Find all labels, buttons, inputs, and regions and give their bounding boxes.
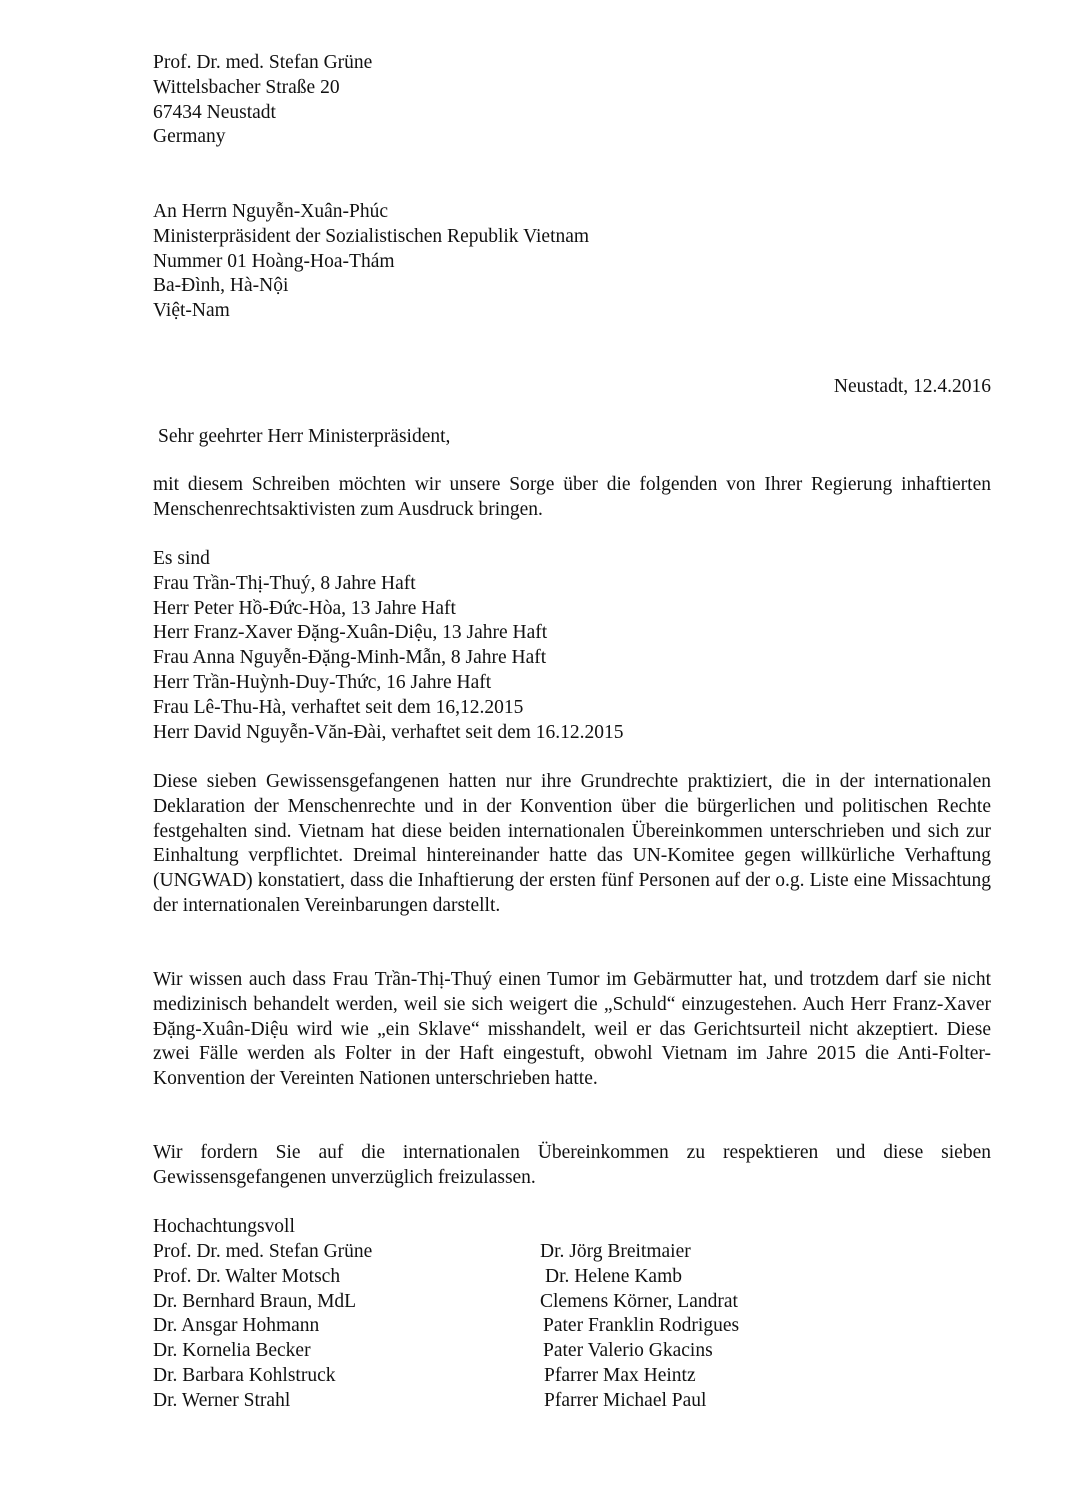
signatories-right xyxy=(540,1240,739,1414)
intro-paragraph: mit diesem Schreiben möchten wir unsere Sorge über die folgenden von Ihrer Regierung inhaftierten Menschenrechtsaktivisten zum Ausdruck bringen. xyxy=(153,474,991,520)
recipient-country: Việt-Nam xyxy=(153,300,230,322)
list-item: Herr Trần-Huỳnh-Duy-Thức, 16 Jahre Haft xyxy=(153,671,492,693)
signatory: Clemens Körner, Landrat xyxy=(540,1290,738,1312)
list-item: Herr Peter Hồ-Đức-Hòa, 13 Jahre Haft xyxy=(153,597,456,619)
signatory: Dr. Barbara Kohlstruck xyxy=(153,1364,336,1386)
list-item: Frau Lê-Thu-Hà, verhaftet seit dem 16,12.2015 xyxy=(153,696,524,718)
list-item: Frau Trần-Thị-Thuý, 8 Jahre Haft xyxy=(153,572,416,594)
signatory: Dr. Bernhard Braun, MdL xyxy=(153,1290,357,1312)
signatories-left xyxy=(153,1240,372,1414)
recipient-title: Ministerpräsident der Sozialistischen Republik Vietnam xyxy=(153,225,590,247)
prisoner-list xyxy=(153,547,991,745)
signatory: Pfarrer Max Heintz xyxy=(544,1364,696,1386)
signatory: Dr. Helene Kamb xyxy=(545,1265,682,1287)
signatory: Dr. Werner Strahl xyxy=(153,1389,291,1411)
signatory: Pfarrer Michael Paul xyxy=(544,1389,707,1411)
list-item: Herr Franz-Xaver Đặng-Xuân-Diệu, 13 Jahre Haft xyxy=(153,622,548,644)
sender-address xyxy=(153,51,991,150)
recipient-name: An Herrn Nguyễn-Xuân-Phúc xyxy=(153,201,389,222)
signatory: Dr. Kornelia Becker xyxy=(153,1340,311,1362)
letter-date: Neustadt, 12.4.2016 xyxy=(833,376,991,397)
recipient-address xyxy=(153,200,991,324)
salutation: Sehr geehrter Herr Ministerpräsident, xyxy=(158,426,451,447)
list-item: Herr David Nguyễn-Văn-Đài, verhaftet seit dem 16.12.2015 xyxy=(153,721,624,743)
signatory: Prof. Dr. med. Stefan Grüne xyxy=(153,1241,373,1262)
list-heading: Es sind xyxy=(153,548,210,569)
sender-city: 67434 Neustadt xyxy=(153,101,276,123)
recipient-street: Nummer 01 Hoàng-Hoa-Thám xyxy=(153,250,395,272)
body-paragraph-1: Diese sieben Gewissensgefangenen hatten nur ihre Grundrechte praktiziert, die in der internationalen Deklaration der Menschenrechte und in der Konvention über die bürgerlichen und politischen Rechte festgehalten sind. Vietnam hat diese beiden internationalen Übereinkommen unterschrieben und sich zur Einhaltung verpflichtet. Dreimal hintereinander hatte das UN-Komitee gegen willkürliche Verhaftung (UNGWAD) konstatiert, dass die Inhaftierung der ersten fünf Personen auf der o.g. Liste eine Missachtung der internationalen Vereinbarungen darstellt. xyxy=(153,771,991,916)
sender-country: Germany xyxy=(153,126,226,148)
body-paragraph-3: Wir fordern Sie auf die internationalen Übereinkommen zu respektieren und diese sieben Gewissensgefangenen unverzüglich freizulassen. xyxy=(153,1142,991,1188)
body-paragraph-2: Wir wissen auch dass Frau Trần-Thị-Thuý einen Tumor im Gebärmutter hat, und trotzdem darf sie nicht medizinisch behandelt werden, weil sie sich weigert die „Schuld“ einzugestehen. Auch Herr Franz-Xaver Đặng-Xuân-Diệu wird wie „ein Sklave“ misshandelt, weil er das Gerichtsurteil nicht akzeptiert. Diese zwei Fälle werden als Folter in der Haft eingestuft, obwohl Vietnam im Jahre 2015 die Anti-Folter-Konvention der Vereinten Nationen unterschrieben hatte. xyxy=(153,969,991,1090)
signatory: Prof. Dr. Walter Motsch xyxy=(153,1265,341,1287)
sender-street: Wittelsbacher Straße 20 xyxy=(153,76,340,98)
signatory: Dr. Ansgar Hohmann xyxy=(153,1315,320,1337)
signatory: Pater Franklin Rodrigues xyxy=(543,1315,740,1337)
list-item: Frau Anna Nguyễn-Đặng-Minh-Mẫn, 8 Jahre Haft xyxy=(153,647,547,669)
closing: Hochachtungsvoll xyxy=(153,1216,295,1237)
sender-name: Prof. Dr. med. Stefan Grüne xyxy=(153,52,373,73)
signatory: Pater Valerio Gkacins xyxy=(543,1340,713,1362)
signatory: Dr. Jörg Breitmaier xyxy=(540,1241,691,1262)
recipient-district: Ba-Đình, Hà-Nội xyxy=(153,275,289,297)
